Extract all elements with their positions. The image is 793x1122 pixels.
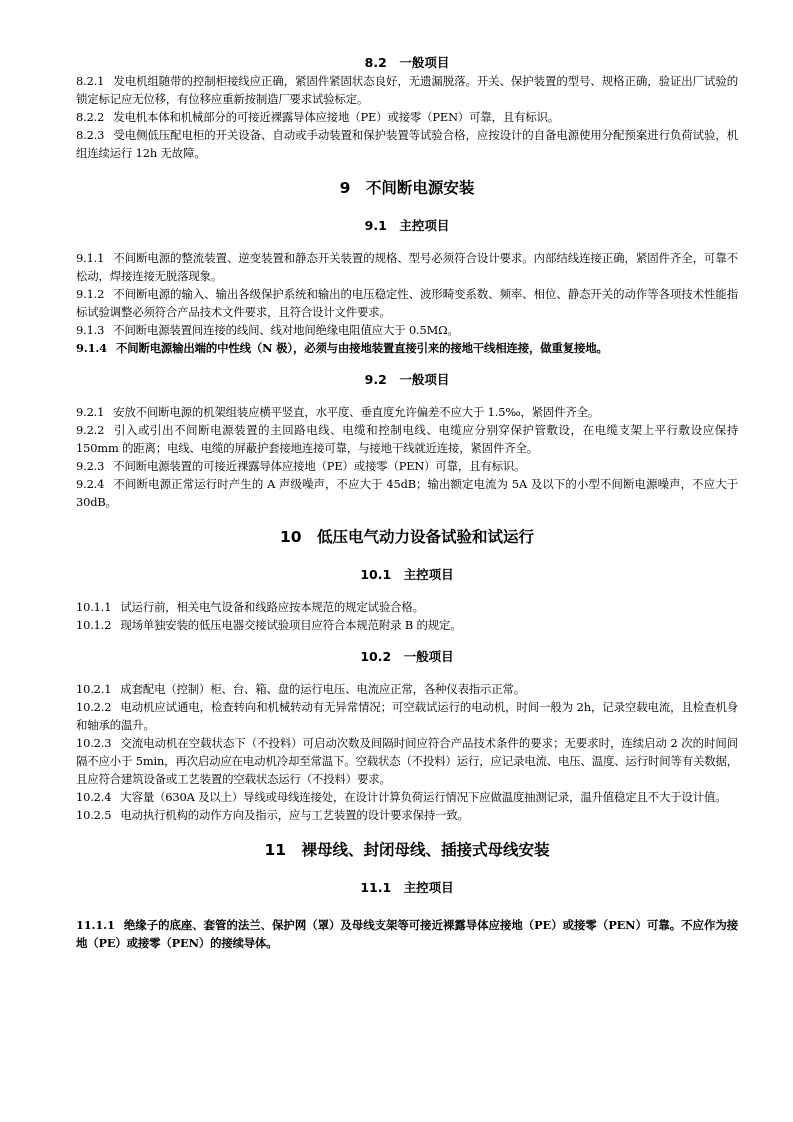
- clause-text: 交流电动机在空载状态下（不投料）可启动次数及间隔时间应符合产品技术条件的要求；无要求时，连续启动 2 次的时间间隔不应小于 5min，再次启动应在电动机冷却至常温下。空载状态（不投料）运行，应记录电流、电压、温度、运行时间等有关数据，且应符合建筑设备或工艺装置的空载状态运行（不投料）要求。: [76, 736, 738, 786]
- clause-text: 不间断电源装置间连接的线间、线对地间绝缘电阻值应大于 0.5MΩ。: [113, 323, 459, 337]
- clause-8-2-1: [76, 72, 738, 108]
- clause-number: 8.2.2: [76, 110, 105, 124]
- clause-number: 10.2.1: [76, 682, 112, 696]
- clause-text: 不间断电源的整流装置、逆变装置和静态开关装置的规格、型号必须符合设计要求。内部结线连接正确，紧固件齐全，可靠不松动，焊接连接无脱落现象。: [76, 251, 738, 283]
- clause-8-2-3: [76, 126, 738, 162]
- section-heading-9-1: 9.1 主控项目: [364, 218, 450, 233]
- clause-text: 发电机组随带的控制柜接线应正确，紧固件紧固状态良好，无遗漏脱落。开关、保护装置的型号、规格正确，验证出厂试验的锁定标记应无位移，有位移应重新按制造厂要求试验标定。: [76, 74, 738, 106]
- clause-text: 不间断电源输出端的中性线（N 极），必须与由接地装置直接引来的接地干线相连接，做重复接地。: [115, 341, 608, 355]
- clause-10-2-5: [76, 806, 738, 824]
- clause-10-2-3: [76, 734, 738, 788]
- clause-number: 9.1.4: [76, 341, 107, 355]
- clause-text: 不间断电源的输入、输出各级保护系统和输出的电压稳定性、波形畸变系数、频率、相位、静态开关的动作等各项技术性能指标试验调整必须符合产品技术文件要求，且符合设计文件要求。: [76, 287, 738, 319]
- clause-number: 10.2.3: [76, 736, 112, 750]
- clause-text: 现场单独安装的低压电器交接试验项目应符合本规范附录 B 的规定。: [120, 618, 462, 632]
- clause-number: 8.2.3: [76, 128, 105, 142]
- chapter-title-10: 10 低压电气动力设备试验和试运行: [279, 528, 535, 546]
- clause-text: 绝缘子的底座、套管的法兰、保护网（罩）及母线支架等可接近裸露导体应接地（PE）或接零（PEN）可靠。不应作为接地（PE）或接零（PEN）的接续导体。: [76, 918, 738, 950]
- clause-text: 引入或引出不间断电源装置的主回路电线、电缆和控制电线、电缆应分别穿保护管敷设，在电缆支架上平行敷设应保持 150mm 的距离；电线、电缆的屏蔽护套接地连接可靠，与接地干线就近连接，紧固件齐全。: [76, 423, 738, 455]
- clause-9-1-3: [76, 321, 738, 339]
- clause-9-1-4: [76, 339, 738, 357]
- clause-number: 9.2.1: [76, 405, 105, 419]
- clause-9-2-3: [76, 457, 738, 475]
- section-heading-10-2: 10.2 一般项目: [360, 649, 454, 664]
- clause-text: 大容量（630A 及以上）导线或母线连接处，在设计计算负荷运行情况下应做温度抽测记录，温升值稳定且不大于设计值。: [120, 790, 727, 804]
- clause-9-1-1: [76, 249, 738, 285]
- clause-9-2-4: [76, 475, 738, 511]
- clause-number: 9.1.1: [76, 251, 105, 265]
- clause-text: 电动机应试通电，检查转向和机械转动有无异常情况；可空载试运行的电动机，时间一般为 2h，记录空载电流，且检查机身和轴承的温升。: [76, 700, 738, 732]
- clause-number: 10.2.2: [76, 700, 112, 714]
- clause-10-1-2: [76, 616, 738, 634]
- clause-text: 试运行前，相关电气设备和线路应按本规范的规定试验合格。: [120, 600, 424, 614]
- document-page: [76, 54, 738, 952]
- clause-number: 9.1.3: [76, 323, 105, 337]
- clause-9-2-2: [76, 421, 738, 457]
- clause-10-2-4: [76, 788, 738, 806]
- clause-9-2-1: [76, 403, 738, 421]
- clause-number: 9.1.2: [76, 287, 105, 301]
- clause-text: 成套配电（控制）柜、台、箱、盘的运行电压、电流应正常，各种仪表指示正常。: [120, 682, 526, 696]
- clause-text: 安放不间断电源的机架组装应横平竖直，水平度、垂直度允许偏差不应大于 1.5‰，紧固件齐全。: [113, 405, 600, 419]
- clause-number: 9.2.3: [76, 459, 105, 473]
- clause-text: 受电侧低压配电柜的开关设备、自动或手动装置和保护装置等试验合格，应按设计的自备电源使用分配预案进行负荷试验，机组连续运行 12h 无故障。: [76, 128, 738, 160]
- clause-text: 不间断电源正常运行时产生的 A 声级噪声，不应大于 45dB；输出额定电流为 5A 及以下的小型不间断电源噪声，不应大于 30dB。: [76, 477, 738, 509]
- section-heading-10-1: 10.1 主控项目: [360, 567, 454, 582]
- clause-number: 8.2.1: [76, 74, 105, 88]
- section-heading-8-2: 8.2 一般项目: [364, 55, 450, 70]
- section-heading-9-2: 9.2 一般项目: [364, 372, 450, 387]
- clause-number: 9.2.2: [76, 423, 105, 437]
- clause-number: 10.2.5: [76, 808, 112, 822]
- clause-number: 10.1.2: [76, 618, 112, 632]
- chapter-title-9: 9 不间断电源安装: [339, 179, 475, 197]
- clause-11-1-1: [76, 916, 738, 952]
- clause-number: 10.1.1: [76, 600, 112, 614]
- clause-text: 发电机本体和机械部分的可接近裸露导体应接地（PE）或接零（PEN）可靠，且有标识。: [113, 110, 560, 124]
- clause-text: 电动执行机构的动作方向及指示，应与工艺装置的设计要求保持一致。: [120, 808, 469, 822]
- clause-number: 10.2.4: [76, 790, 112, 804]
- clause-10-2-1: [76, 680, 738, 698]
- clause-10-2-2: [76, 698, 738, 734]
- clause-8-2-2: [76, 108, 738, 126]
- chapter-title-11: 11 裸母线、封闭母线、插接式母线安装: [264, 841, 550, 859]
- section-heading-11-1: 11.1 主控项目: [360, 880, 454, 895]
- clause-9-1-2: [76, 285, 738, 321]
- clause-10-1-1: [76, 598, 738, 616]
- clause-text: 不间断电源装置的可接近裸露导体应接地（PE）或接零（PEN）可靠，且有标识。: [113, 459, 526, 473]
- clause-number: 11.1.1: [76, 918, 115, 932]
- clause-number: 9.2.4: [76, 477, 105, 491]
